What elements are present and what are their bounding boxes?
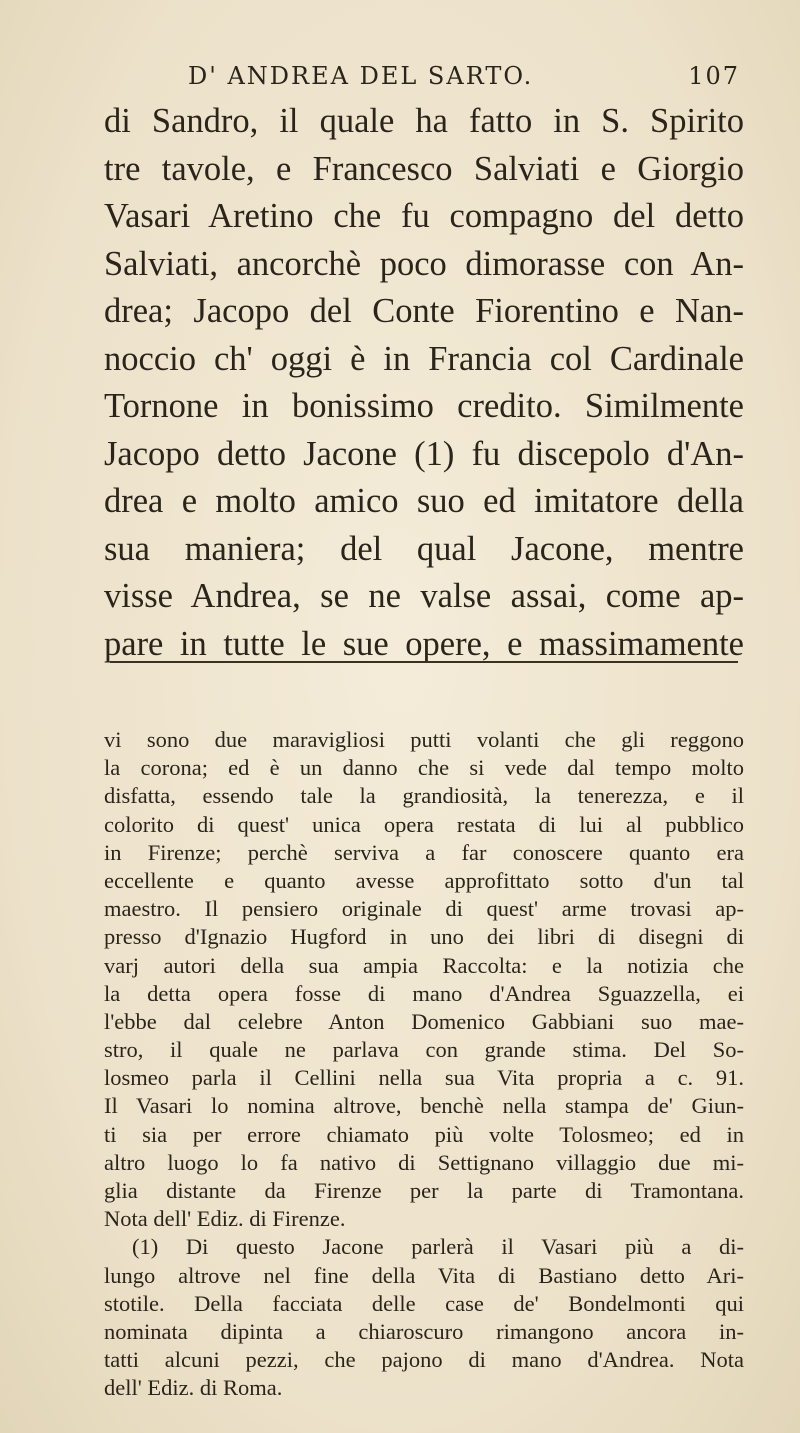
footnote-line: lungo altrove nel fine della Vita di Bastiano detto Ari- [104, 1262, 744, 1288]
footnote-line: eccellente e quanto avesse approfittato sotto d'un tal [104, 867, 744, 893]
main-text-line: Salviati, ancorchè poco dimorasse con An- [104, 244, 744, 283]
footnote-line: presso d'Ignazio Hugford in uno dei libri di disegni di [104, 924, 744, 950]
footnote-line: tatti alcuni pezzi, che pajono di mano d'Andrea. Nota [104, 1347, 744, 1373]
main-text-line: visse Andrea, se ne valse assai, come ap- [104, 577, 744, 615]
footnote-line: nominata dipinta a chiaroscuro rimangono ancora in- [104, 1318, 744, 1344]
main-text-line: Jacopo detto Jacone (1) fu discepolo d'An- [104, 434, 744, 473]
footnote-line: la corona; ed è un danno che si vede dal tempo molto [104, 755, 744, 781]
main-text-line: Vasari Aretino che fu compagno del detto [104, 197, 744, 235]
footnote-line: vi sono due maravigliosi putti volanti che gli reggono [104, 727, 744, 752]
footnote-line: ti sia per errore chiamato più volte Tolosmeo; ed in [104, 1121, 744, 1147]
page-number: 107 [688, 62, 740, 90]
footnote-line: colorito di quest' unica opera restata di lui al pubblico [104, 811, 744, 837]
footnote-line: disfatta, essendo tale la grandiosità, la tenerezza, e il [104, 783, 744, 809]
footnotes [104, 726, 744, 1403]
footnote-line: la detta opera fosse di mano d'Andrea Sguazzella, ei [104, 980, 744, 1006]
footnote-line: in Firenze; perchè serviva a far conoscere quanto era [104, 839, 744, 865]
footnote-line: stotile. Della facciata delle case de' Bondelmonti qui [104, 1290, 744, 1316]
footnote-line: maestro. Il pensiero originale di quest' arme trovasi ap- [104, 896, 744, 922]
footnote-line: Il Vasari lo nomina altrove, benchè nella stampa de' Giun- [104, 1093, 744, 1119]
main-text-line: Tornone in bonissimo credito. Similmente [104, 387, 744, 425]
footnote-line: l'ebbe dal celebre Anton Domenico Gabbiani suo mae- [104, 1008, 744, 1034]
footnote-line: stro, il quale ne parlava con grande stima. Del So- [104, 1037, 744, 1063]
footnote-line: (1) Di questo Jacone parlerà il Vasari più a di- [132, 1234, 744, 1260]
footnote-line: dell' Ediz. di Roma. [104, 1375, 283, 1401]
main-text-line: pare in tutte le sue opere, e massimamente [104, 624, 744, 663]
footnote-line: Nota dell' Ediz. di Firenze. [104, 1206, 346, 1232]
main-text [104, 98, 744, 668]
footnote-divider [110, 661, 738, 663]
main-text-line: tre tavole, e Francesco Salviati e Giorgio [104, 149, 744, 188]
footnote-line: altro luogo lo fa nativo di Settignano villaggio due mi- [104, 1149, 744, 1175]
main-text-line: sua maniera; del qual Jacone, mentre [104, 529, 744, 568]
main-text-line: drea; Jacopo del Conte Fiorentino e Nan- [104, 292, 744, 330]
footnote-line: glia distante da Firenze per la parte di Tramontana. [104, 1178, 744, 1203]
running-title: D' ANDREA DEL SARTO. [188, 62, 534, 90]
footnote-line: losmeo parla il Cellini nella sua Vita propria a c. 91. [104, 1065, 744, 1091]
main-text-line: noccio ch' oggi è in Francia col Cardinale [104, 339, 744, 378]
page-header [120, 62, 740, 90]
main-text-line: drea e molto amico suo ed imitatore della [104, 482, 744, 520]
main-text-line: di Sandro, il quale ha fatto in S. Spirito [104, 102, 744, 140]
footnote-line: varj autori della sua ampia Raccolta: e la notizia che [104, 952, 744, 978]
